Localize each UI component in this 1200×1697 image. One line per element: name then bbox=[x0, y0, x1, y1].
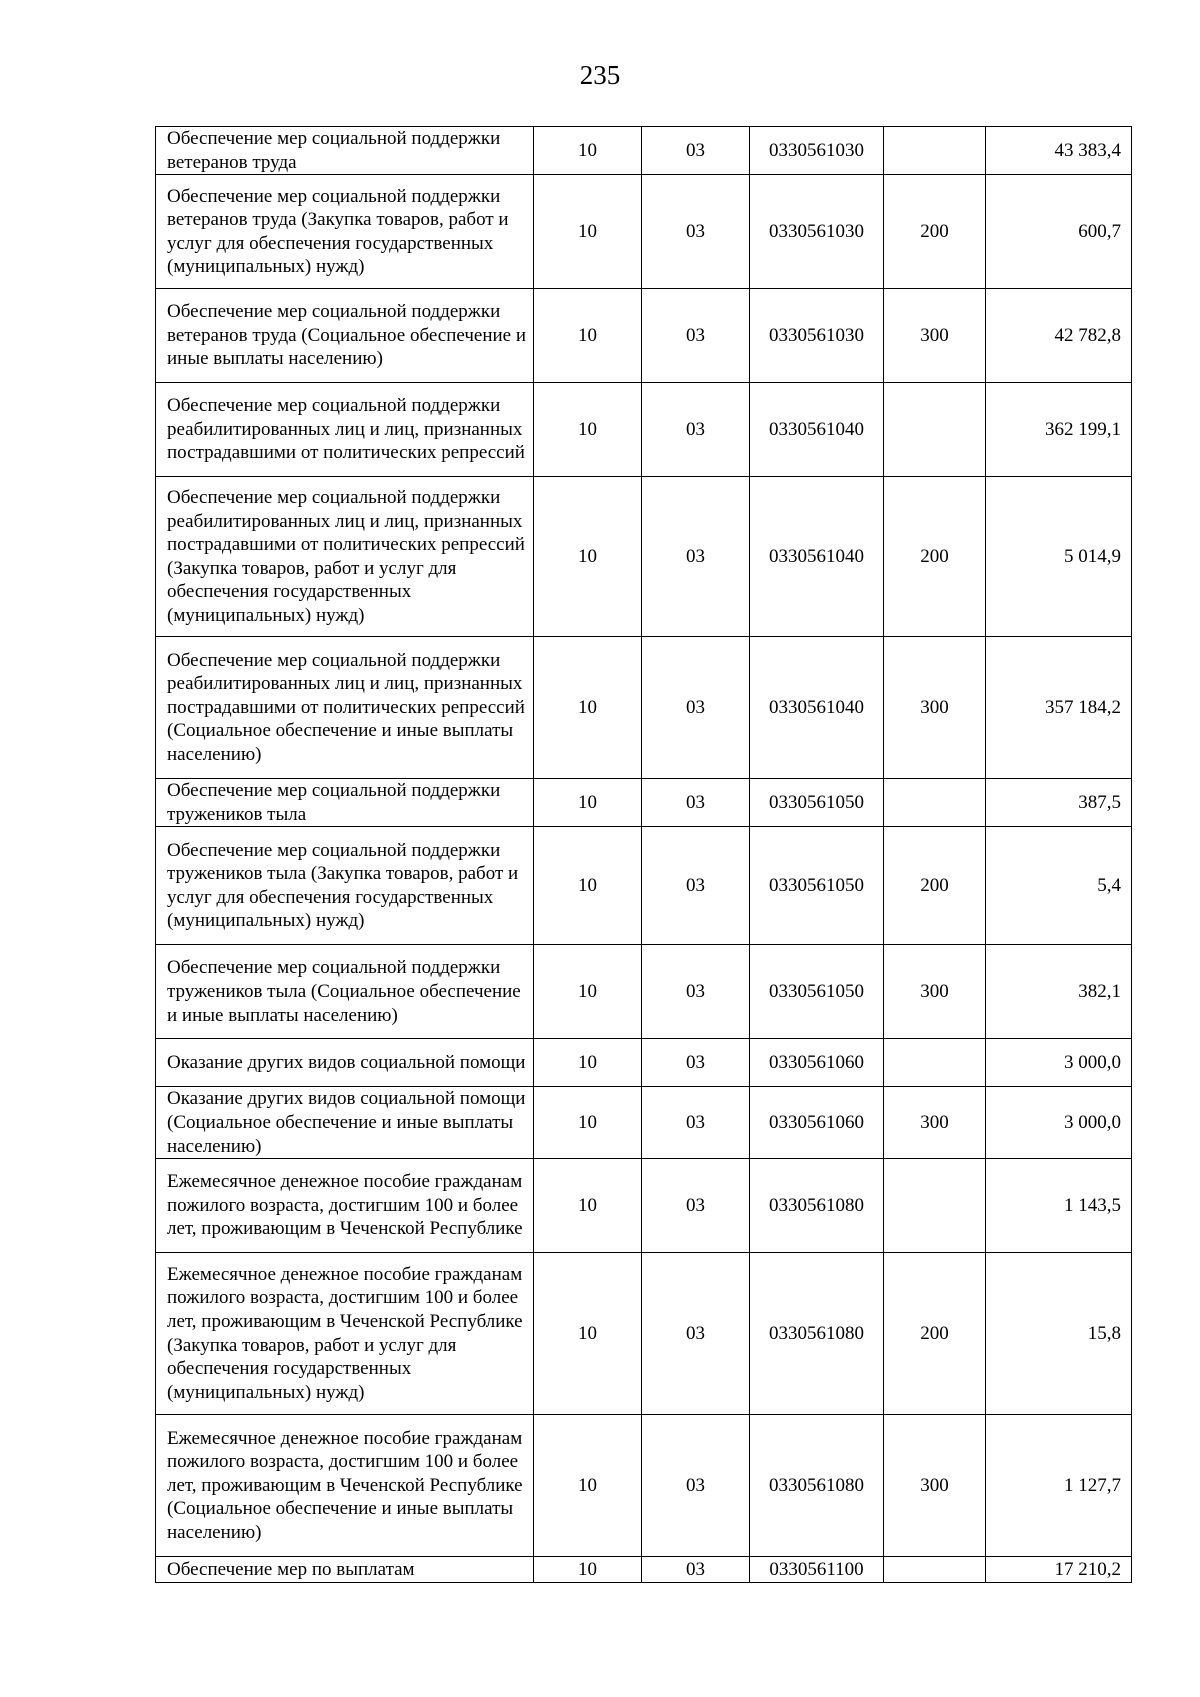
subsection-code-cell: 03 bbox=[642, 1557, 750, 1583]
amount-cell: 1 143,5 bbox=[986, 1159, 1132, 1253]
subsection-code-cell: 03 bbox=[642, 1087, 750, 1159]
target-article-cell: 0330561040 bbox=[750, 383, 884, 477]
amount-cell: 17 210,2 bbox=[986, 1557, 1132, 1583]
subsection-code-cell: 03 bbox=[642, 637, 750, 779]
section-code-cell: 10 bbox=[534, 1253, 642, 1415]
subsection-code-cell: 03 bbox=[642, 175, 750, 289]
section-code-cell: 10 bbox=[534, 945, 642, 1039]
expense-name-cell: Оказание других видов социальной помощи (Социальное обеспечение и иные выплаты населению) bbox=[156, 1087, 534, 1159]
amount-cell: 5,4 bbox=[986, 827, 1132, 945]
expense-kind-cell: 200 bbox=[884, 175, 986, 289]
amount-cell: 382,1 bbox=[986, 945, 1132, 1039]
target-article-cell: 0330561030 bbox=[750, 175, 884, 289]
expense-name-cell: Обеспечение мер социальной поддержки ветеранов труда (Закупка товаров, работ и услуг для обеспечения государственных (муниципальных) нужд) bbox=[156, 175, 534, 289]
amount-cell: 3 000,0 bbox=[986, 1087, 1132, 1159]
expense-kind-cell: 200 bbox=[884, 827, 986, 945]
section-code-cell: 10 bbox=[534, 175, 642, 289]
subsection-code-cell: 03 bbox=[642, 827, 750, 945]
table-row bbox=[156, 1159, 1132, 1253]
target-article-cell: 0330561080 bbox=[750, 1159, 884, 1253]
expense-name-cell: Обеспечение мер социальной поддержки реабилитированных лиц и лиц, признанных пострадавшими от политических репрессий (Социальное обеспечение и иные выплаты населению) bbox=[156, 637, 534, 779]
section-code-cell: 10 bbox=[534, 1087, 642, 1159]
subsection-code-cell: 03 bbox=[642, 289, 750, 383]
table-row bbox=[156, 175, 1132, 289]
expense-kind-cell: 300 bbox=[884, 945, 986, 1039]
expense-kind-cell bbox=[884, 779, 986, 827]
subsection-code-cell: 03 bbox=[642, 1159, 750, 1253]
table-row bbox=[156, 1253, 1132, 1415]
section-code-cell: 10 bbox=[534, 383, 642, 477]
expense-kind-cell bbox=[884, 383, 986, 477]
target-article-cell: 0330561080 bbox=[750, 1415, 884, 1557]
amount-cell: 387,5 bbox=[986, 779, 1132, 827]
target-article-cell: 0330561050 bbox=[750, 945, 884, 1039]
expense-name-cell: Обеспечение мер социальной поддержки тружеников тыла bbox=[156, 779, 534, 827]
section-code-cell: 10 bbox=[534, 289, 642, 383]
expense-kind-cell: 300 bbox=[884, 289, 986, 383]
section-code-cell: 10 bbox=[534, 1159, 642, 1253]
amount-cell: 42 782,8 bbox=[986, 289, 1132, 383]
amount-cell: 43 383,4 bbox=[986, 127, 1132, 175]
expense-name-cell: Ежемесячное денежное пособие гражданам пожилого возраста, достигшим 100 и более лет, проживающим в Чеченской Республике (Закупка товаров, работ и услуг для обеспечения государственных (муниципальных) нужд) bbox=[156, 1253, 534, 1415]
target-article-cell: 0330561030 bbox=[750, 127, 884, 175]
expense-kind-cell: 300 bbox=[884, 637, 986, 779]
target-article-cell: 0330561060 bbox=[750, 1087, 884, 1159]
expense-kind-cell: 200 bbox=[884, 477, 986, 637]
table-row bbox=[156, 383, 1132, 477]
expense-kind-cell: 300 bbox=[884, 1087, 986, 1159]
target-article-cell: 0330561040 bbox=[750, 637, 884, 779]
subsection-code-cell: 03 bbox=[642, 1415, 750, 1557]
expense-name-cell: Обеспечение мер социальной поддержки тружеников тыла (Социальное обеспечение и иные выплаты населению) bbox=[156, 945, 534, 1039]
expense-name-cell: Оказание других видов социальной помощи bbox=[156, 1039, 534, 1087]
target-article-cell: 0330561030 bbox=[750, 289, 884, 383]
amount-cell: 3 000,0 bbox=[986, 1039, 1132, 1087]
amount-cell: 15,8 bbox=[986, 1253, 1132, 1415]
table-row bbox=[156, 1557, 1132, 1583]
expense-name-cell: Обеспечение мер по выплатам bbox=[156, 1557, 534, 1583]
expense-name-cell: Обеспечение мер социальной поддержки тружеников тыла (Закупка товаров, работ и услуг для обеспечения государственных (муниципальных) нужд) bbox=[156, 827, 534, 945]
target-article-cell: 0330561080 bbox=[750, 1253, 884, 1415]
table-row bbox=[156, 1415, 1132, 1557]
section-code-cell: 10 bbox=[534, 1039, 642, 1087]
subsection-code-cell: 03 bbox=[642, 945, 750, 1039]
table-row bbox=[156, 477, 1132, 637]
section-code-cell: 10 bbox=[534, 477, 642, 637]
table-row bbox=[156, 637, 1132, 779]
section-code-cell: 10 bbox=[534, 1557, 642, 1583]
subsection-code-cell: 03 bbox=[642, 477, 750, 637]
amount-cell: 600,7 bbox=[986, 175, 1132, 289]
expense-name-cell: Обеспечение мер социальной поддержки ветеранов труда (Социальное обеспечение и иные выплаты населению) bbox=[156, 289, 534, 383]
subsection-code-cell: 03 bbox=[642, 1039, 750, 1087]
section-code-cell: 10 bbox=[534, 637, 642, 779]
subsection-code-cell: 03 bbox=[642, 1253, 750, 1415]
target-article-cell: 0330561050 bbox=[750, 779, 884, 827]
table-row bbox=[156, 827, 1132, 945]
target-article-cell: 0330561040 bbox=[750, 477, 884, 637]
section-code-cell: 10 bbox=[534, 127, 642, 175]
expense-name-cell: Обеспечение мер социальной поддержки реабилитированных лиц и лиц, признанных пострадавшими от политических репрессий bbox=[156, 383, 534, 477]
table-row bbox=[156, 779, 1132, 827]
table-row bbox=[156, 289, 1132, 383]
section-code-cell: 10 bbox=[534, 779, 642, 827]
section-code-cell: 10 bbox=[534, 827, 642, 945]
budget-table-body bbox=[156, 127, 1132, 1583]
amount-cell: 5 014,9 bbox=[986, 477, 1132, 637]
expense-kind-cell bbox=[884, 1039, 986, 1087]
subsection-code-cell: 03 bbox=[642, 127, 750, 175]
amount-cell: 362 199,1 bbox=[986, 383, 1132, 477]
expense-kind-cell: 200 bbox=[884, 1253, 986, 1415]
target-article-cell: 0330561050 bbox=[750, 827, 884, 945]
budget-table bbox=[155, 126, 1132, 1583]
page-number: 235 bbox=[579, 60, 621, 90]
expense-name-cell: Обеспечение мер социальной поддержки реабилитированных лиц и лиц, признанных пострадавшими от политических репрессий (Закупка товаров, работ и услуг для обеспечения государственных (муниципальных) нужд) bbox=[156, 477, 534, 637]
subsection-code-cell: 03 bbox=[642, 779, 750, 827]
expense-name-cell: Обеспечение мер социальной поддержки ветеранов труда bbox=[156, 127, 534, 175]
table-row bbox=[156, 127, 1132, 175]
subsection-code-cell: 03 bbox=[642, 383, 750, 477]
target-article-cell: 0330561100 bbox=[750, 1557, 884, 1583]
table-row bbox=[156, 945, 1132, 1039]
amount-cell: 357 184,2 bbox=[986, 637, 1132, 779]
amount-cell: 1 127,7 bbox=[986, 1415, 1132, 1557]
target-article-cell: 0330561060 bbox=[750, 1039, 884, 1087]
table-row bbox=[156, 1039, 1132, 1087]
expense-kind-cell bbox=[884, 127, 986, 175]
section-code-cell: 10 bbox=[534, 1415, 642, 1557]
expense-name-cell: Ежемесячное денежное пособие гражданам пожилого возраста, достигшим 100 и более лет, проживающим в Чеченской Республике bbox=[156, 1159, 534, 1253]
expense-kind-cell: 300 bbox=[884, 1415, 986, 1557]
table-row bbox=[156, 1087, 1132, 1159]
expense-kind-cell bbox=[884, 1159, 986, 1253]
expense-name-cell: Ежемесячное денежное пособие гражданам пожилого возраста, достигшим 100 и более лет, проживающим в Чеченской Республике (Социальное обеспечение и иные выплаты населению) bbox=[156, 1415, 534, 1557]
expense-kind-cell bbox=[884, 1557, 986, 1583]
